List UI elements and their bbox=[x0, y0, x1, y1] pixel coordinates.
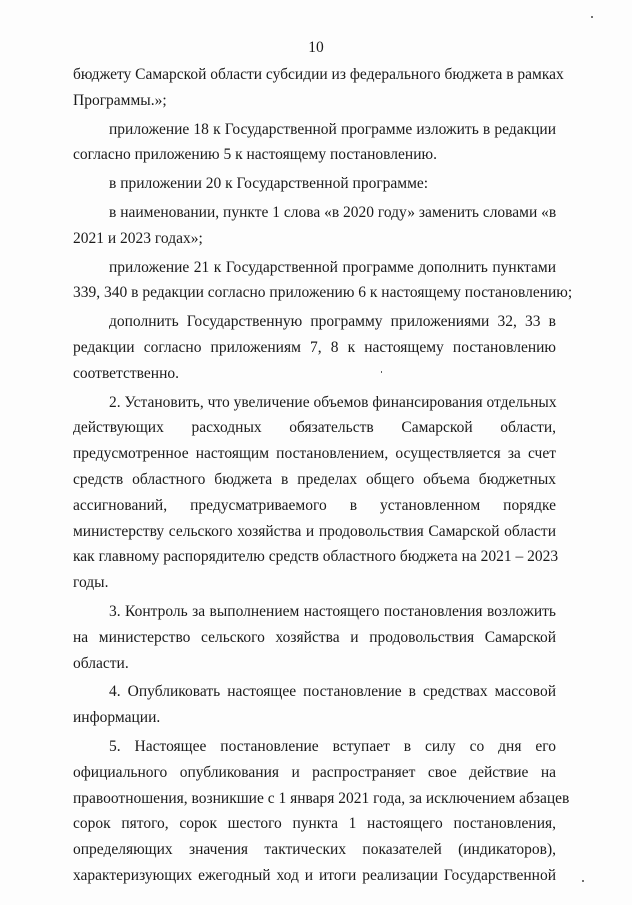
text-line: 2. Установить, что увеличение объемов финансирования отдельных bbox=[109, 393, 557, 411]
scan-speck bbox=[591, 16, 593, 18]
text-line: правоотношения, возникшие с 1 января 2021 года, за исключением абзацев bbox=[73, 789, 570, 807]
paragraph-item-5 bbox=[73, 734, 570, 889]
text-line: бюджету Самарской области субсидии из федерального бюджета в рамках bbox=[73, 66, 564, 83]
text-line: 4. Опубликовать настоящее постановление в средствах массовой bbox=[109, 683, 556, 701]
page-number: 10 bbox=[308, 39, 324, 56]
paragraph-item-4 bbox=[73, 679, 556, 731]
text-line: 3. Контроль за выполнением настоящего постановления возложить bbox=[109, 602, 556, 620]
paragraph-supplement bbox=[73, 309, 556, 386]
text-line: сорок пятого, сорок шестого пункта 1 настоящего постановления, bbox=[73, 815, 556, 833]
text-line: приложение 18 к Государственной программе изложить в редакции bbox=[109, 120, 556, 138]
text-line: 2021 и 2023 годах»; bbox=[73, 229, 203, 247]
paragraph-naming bbox=[73, 200, 556, 252]
text-line: 339, 340 в редакции согласно приложению 6 к настоящему постановлению; bbox=[73, 284, 573, 302]
text-line: в наименовании, пункте 1 слова «в 2020 году» заменить словами «в bbox=[109, 203, 557, 221]
text-line: редакции согласно приложениям 7, 8 к настоящему постановлению bbox=[73, 338, 556, 356]
text-line: ассигнований, предусматриваемого в установленном порядке bbox=[73, 496, 556, 514]
paragraph-item-2 bbox=[73, 390, 559, 596]
text-line: средств областного бюджета в пределах общего объема бюджетных bbox=[73, 470, 556, 488]
text-line: годы. bbox=[73, 574, 109, 592]
paragraph-continuation bbox=[73, 62, 564, 114]
text-line: министерству сельского хозяйства и продовольствия Самарской области bbox=[73, 522, 556, 540]
text-line: на министерство сельского хозяйства и продовольствия Самарской bbox=[73, 628, 556, 646]
document-body bbox=[73, 62, 573, 889]
paragraph-item-3 bbox=[73, 599, 556, 676]
text-line: информации. bbox=[73, 709, 161, 727]
scan-speck bbox=[582, 880, 584, 882]
paragraph-appendix-18 bbox=[73, 117, 556, 169]
text-line: определяющих значения тактических показателей (индикаторов), bbox=[73, 841, 556, 859]
text-line: Программы.»; bbox=[73, 91, 167, 109]
paragraph-appendix-20 bbox=[73, 171, 556, 197]
text-line: характеризующих ежегодный ход и итоги реализации Государственной bbox=[73, 866, 556, 884]
text-line: 5. Настоящее постановление вступает в силу со дня его bbox=[109, 737, 556, 755]
text-line: официального опубликования и распространяет свое действие на bbox=[73, 763, 556, 781]
text-line: области. bbox=[73, 654, 129, 672]
text-line: как главному распорядителю средств областного бюджета на 2021 – 2023 bbox=[73, 548, 559, 566]
text-line: предусмотренное настоящим постановлением, осуществляется за счет bbox=[73, 445, 556, 463]
text-line: дополнить Государственную программу приложениями 32, 33 в bbox=[109, 313, 556, 331]
scan-speck bbox=[381, 371, 382, 373]
paragraph-appendix-21 bbox=[73, 255, 573, 307]
text-line: приложение 21 к Государственной программе дополнить пунктами bbox=[109, 258, 556, 276]
text-line: соответственно. bbox=[73, 364, 179, 382]
text-line: в приложении 20 к Государственной программе: bbox=[109, 175, 429, 193]
text-line: согласно приложению 5 к настоящему постановлению. bbox=[73, 146, 437, 164]
text-line: действующих расходных обязательств Самарской области, bbox=[73, 419, 556, 437]
